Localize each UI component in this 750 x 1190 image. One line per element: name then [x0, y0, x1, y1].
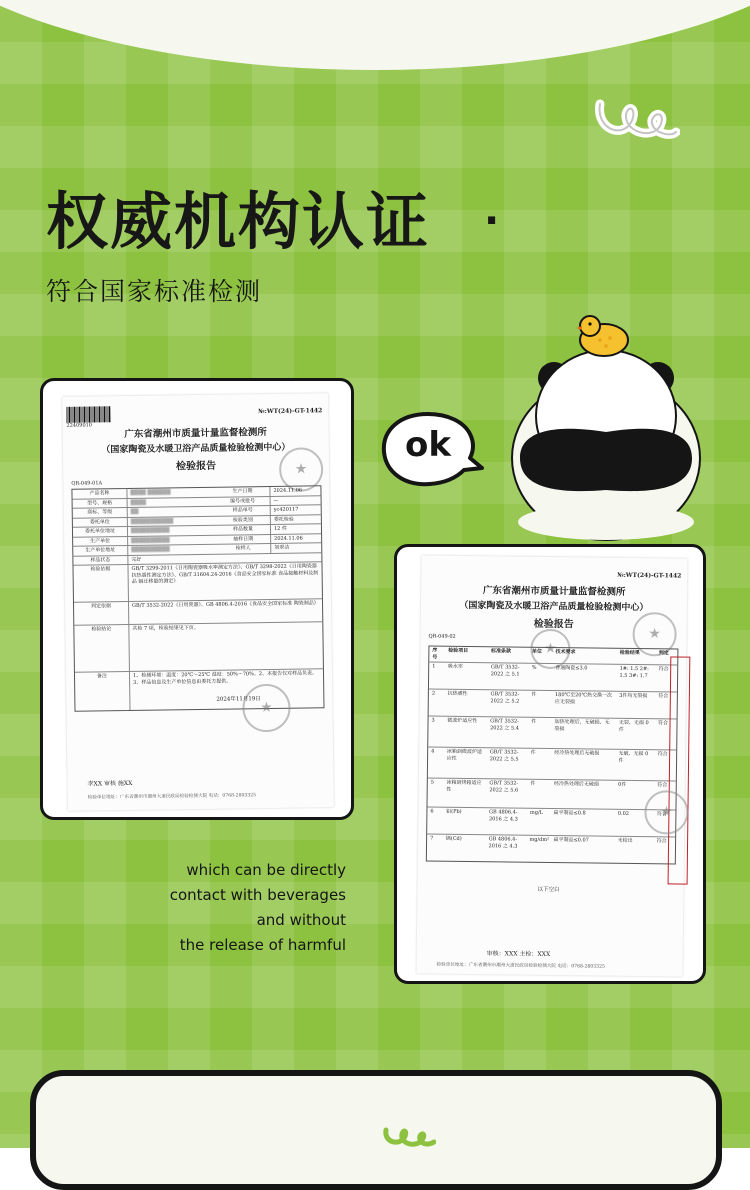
lab-address: 检验单位地址：广东省潮州市潮州大道民政局检验检测大院 电话：0768-2803325 — [87, 793, 257, 801]
report-card-2 — [394, 544, 706, 984]
table-row: 6 铅(Pb) GB 4806.4-2016 之 4.3 mg/L 扁平制品≤0.8 0.02 符合 — [427, 807, 675, 837]
report-number: №:WT(24)-GT-1442 — [258, 407, 323, 416]
table-row: 生产单位地址 ██████████ 检样人 刘翠洁 — [73, 543, 321, 556]
caption-line: the release of harmful — [179, 936, 346, 954]
form-number: QR-049-02 — [428, 633, 456, 640]
table-row: 5 冰箱到烤箱适应性 GB/T 3532-2022 之 5.6 件 经冷热处理后无破损 0件 符合 — [427, 778, 675, 810]
table-header-row: 序号 检验项目 标准条款 单位 技术要求 检验结果 判定 — [429, 646, 677, 665]
caption-line: contact with beverages — [169, 886, 346, 904]
barcode — [66, 406, 110, 423]
title-dot: · — [484, 198, 500, 244]
page-subtitle: 符合国家标准检测 — [46, 277, 263, 306]
chick-icon — [576, 316, 628, 356]
table-row: 商标、等级 ██ 样品单号 yc420117 — [73, 505, 321, 518]
table-row: 3 微波炉适应性 GB/T 3532-2022 之 5.4 件 加热处理后，无破损、无裂损 无裂、无损 0件 符合 — [428, 716, 676, 750]
signature-line: 李XX 审核 施XX — [87, 779, 133, 788]
report-info-table — [71, 485, 324, 711]
test-report-page-1 — [62, 393, 334, 811]
table-row: 4 冰箱到微波炉适应性 GB/T 3532-2022 之 5.5 件 经冷热处理后无破损 无破、无损 0件 符合 — [428, 747, 676, 781]
table-row: 检验依据 GB/T 3299-2011《日用陶瓷器吸水率测定方法》、GB/T 3298-2022《日用陶瓷器抗热震性测定方法》、GB/T 31604.24-2016《食品安全国家标准 食品接触材料及制品 镉迁移量的测定》 — [73, 562, 321, 602]
lab-address: 检验单位地址：广东省潮州市潮州大道民政局检验检测大院 电话：0768-2803325 — [436, 962, 605, 970]
org-subname: （国家陶瓷及水暖卫浴产品质量检验检测中心） — [459, 600, 649, 614]
org-name: 广东省潮州市质量计量监督检测所 — [124, 427, 267, 441]
org-name: 广东省潮州市质量计量监督检测所 — [482, 585, 626, 598]
panda-mascot-icon — [506, 312, 702, 542]
swirl-doodle-icon — [590, 92, 680, 152]
barcode-number: 22409010 — [66, 422, 93, 429]
table-row: 备注 1、检测环境：温度：20℃～25℃ 湿度：50%～70%。2、本报告仅对样品负责。3、样品信息及生产单位信息由委托方提供。 — [75, 669, 324, 710]
report-card-1 — [40, 378, 354, 820]
official-seal-icon — [242, 684, 291, 733]
end-of-table-text: 以下空白 — [537, 886, 560, 894]
table-row: 型号、规格 ████ 编号或批号 — — [73, 496, 321, 509]
signature-line: 审核：XXX 主检：XXX — [486, 950, 551, 958]
verdict-highlight-box — [668, 656, 691, 884]
ok-bubble-text: ok — [405, 425, 451, 465]
table-row: 7 镉(Cd) GB 4806.4-2016 之 4.3 mg/dm² 扁平制品≤0.07 未检出 符合 — [430, 835, 667, 850]
table-row: 检验结论 共检 7 项，检验结果见下页。 — [74, 622, 323, 672]
next-section-card — [30, 1070, 722, 1190]
table-row: 委托单位 ███████████ 检验类别 委托检验 — [73, 515, 321, 528]
table-row: 判定依据 GB/T 3532-2022《日用瓷器》、GB 4806.4-2016《食品安全国家标准 陶瓷制品》 — [74, 599, 322, 625]
results-table — [426, 645, 679, 864]
caption-line: which can be directly — [186, 861, 346, 879]
caption-line: and without — [256, 911, 346, 929]
test-report-page-2 — [416, 555, 687, 976]
table-row: 产品名称 ████ ██████ 生产日期 2024.11.06 — [72, 486, 320, 499]
doc-title: 检验报告 — [176, 460, 217, 473]
english-caption — [150, 858, 346, 958]
org-subname: （国家陶瓷及水暖卫浴产品质量检验检测中心） — [101, 442, 291, 456]
issue-date: 2024年11月19日 — [216, 696, 261, 703]
swirl-doodle-icon — [382, 1126, 436, 1148]
table-row: 1 吸水率 GB/T 3532-2022 之 5.1 % 普通陶瓷≤3.0 1#: 1.5 2#: 1.5 3#: 1.7 符合 — [429, 662, 677, 692]
table-row: 生产单位 ██████████ 抽样日期 2024.11.06 — [73, 534, 321, 547]
table-row: 委托单位地址 ██████████ 样品数量 12 件 — [73, 524, 321, 537]
table-row: 2 抗热震性 GB/T 3532-2022 之 5.2 件 180℃至20℃热交换一次应无裂损 3件均无裂损 符合 — [429, 689, 677, 719]
report-number: №:WT(24)-GT-1442 — [617, 571, 682, 580]
doc-title: 检验报告 — [533, 618, 574, 631]
form-number: QR-049-01A — [71, 480, 103, 487]
table-row: 样品状态 完好 — [73, 553, 321, 566]
page-title: 权威机构认证 — [46, 185, 431, 258]
